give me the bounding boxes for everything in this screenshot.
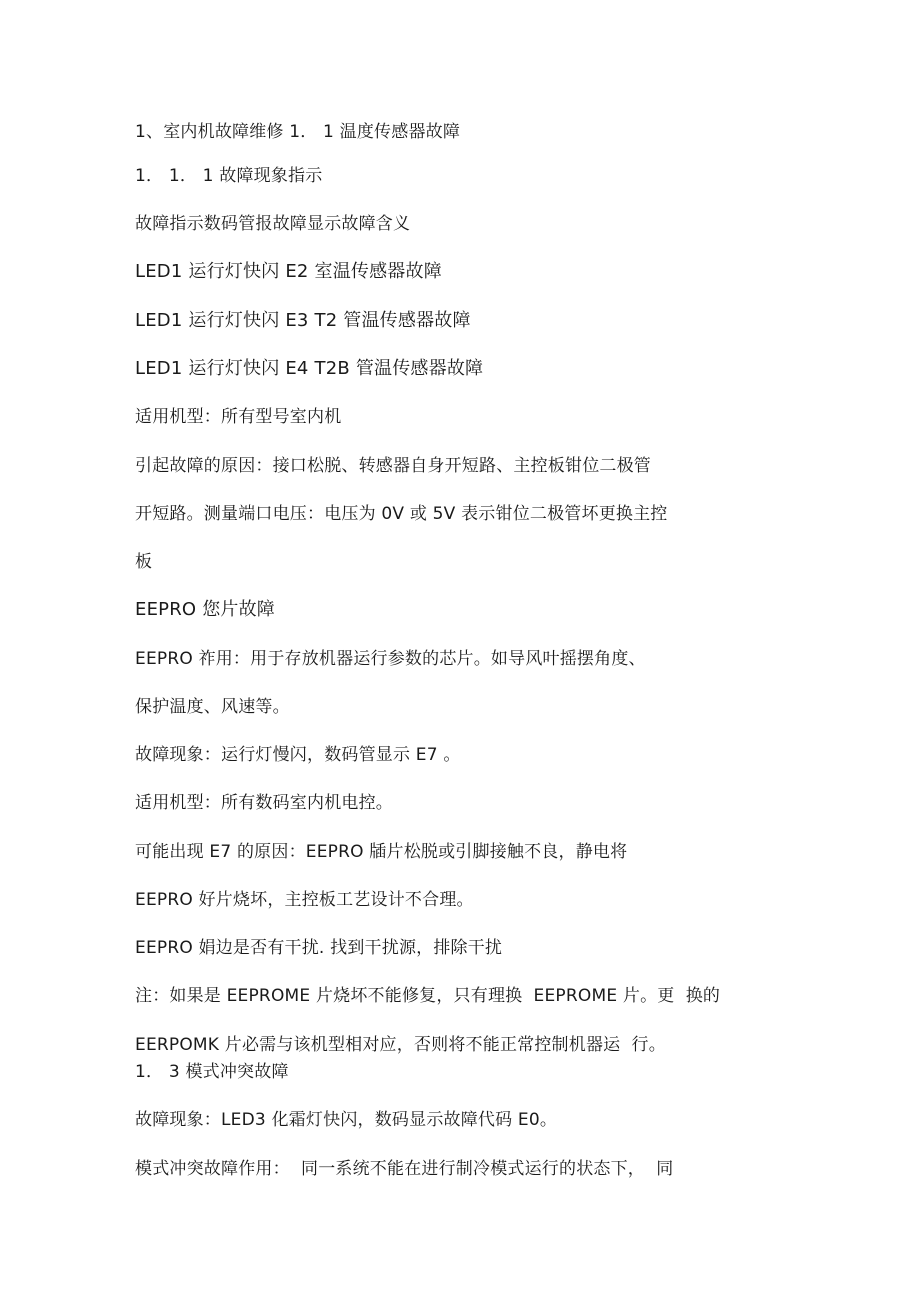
heading-eeprom-fault: EEPRO 您片故障 [135, 599, 275, 620]
text-line: 故障现象：LED3 化霜灯快闪，数码显示故障代码 E0。 [135, 1110, 558, 1130]
text-line: EEPRO 祚用：用于存放机器运行参数的芯片。如导风叶摇摆角度、 [135, 649, 646, 669]
text-line: LED1 运行灯快闪 E2 室温传感器故障 [135, 261, 442, 282]
text-line: 引起故障的原因：接口松脱、转感器自身开短路、主控板钳位二极管 [135, 456, 651, 476]
text-line: 适用机型：所有数码室内机电控。 [135, 793, 393, 813]
text-line: 开短路。测量端口电压：电压为 0V 或 5V 表示钳位二极管坏更换主控 [135, 504, 668, 524]
text-line: EEPRO 娟边是否有干扰. 找到干扰源，排除干扰 [135, 938, 503, 958]
heading-indoor-fault-repair: 1、室内机故障维修 1． 1 温度传感器故障 [135, 122, 461, 142]
heading-mode-conflict-fault: 1． 3 模式冲突故障 [135, 1062, 289, 1082]
text-line: 可能出现 E7 的原因：EEPRO 牐片松脱或引脚接触不良，静电将 [135, 842, 628, 862]
text-line: EEPRO 好片烧坏，主控板工艺设计不合理。 [135, 890, 474, 910]
text-line: 板 [135, 552, 153, 572]
text-line: 故障现象：运行灯慢闪，数码管显示 E7 。 [135, 745, 461, 765]
text-line: 故障指示数码管报故障显示故障含义 [135, 214, 411, 234]
text-line: 适用机型：所有型号室内机 [135, 407, 342, 427]
text-line: EERPOMK 片必需与该机型相对应，否则将不能正常控制机器运 行。 [135, 1035, 666, 1055]
heading-fault-indication: 1． 1． 1 故障现象指示 [135, 166, 323, 186]
text-line: 模式冲突故障作用： 同一系统不能在进行制冷模式运行的状态下， 同 [135, 1159, 674, 1179]
text-line: 注：如果是 EEPROME 片烧坏不能修复，只有理换 EEPROME 片。更 换的 [135, 986, 721, 1006]
text-line: LED1 运行灯快闪 E3 T2 管温传感器故障 [135, 310, 471, 331]
text-line: LED1 运行灯快闪 E4 T2B 管温传感器故障 [135, 358, 484, 379]
text-line: 保护温度、风速等。 [135, 697, 290, 717]
